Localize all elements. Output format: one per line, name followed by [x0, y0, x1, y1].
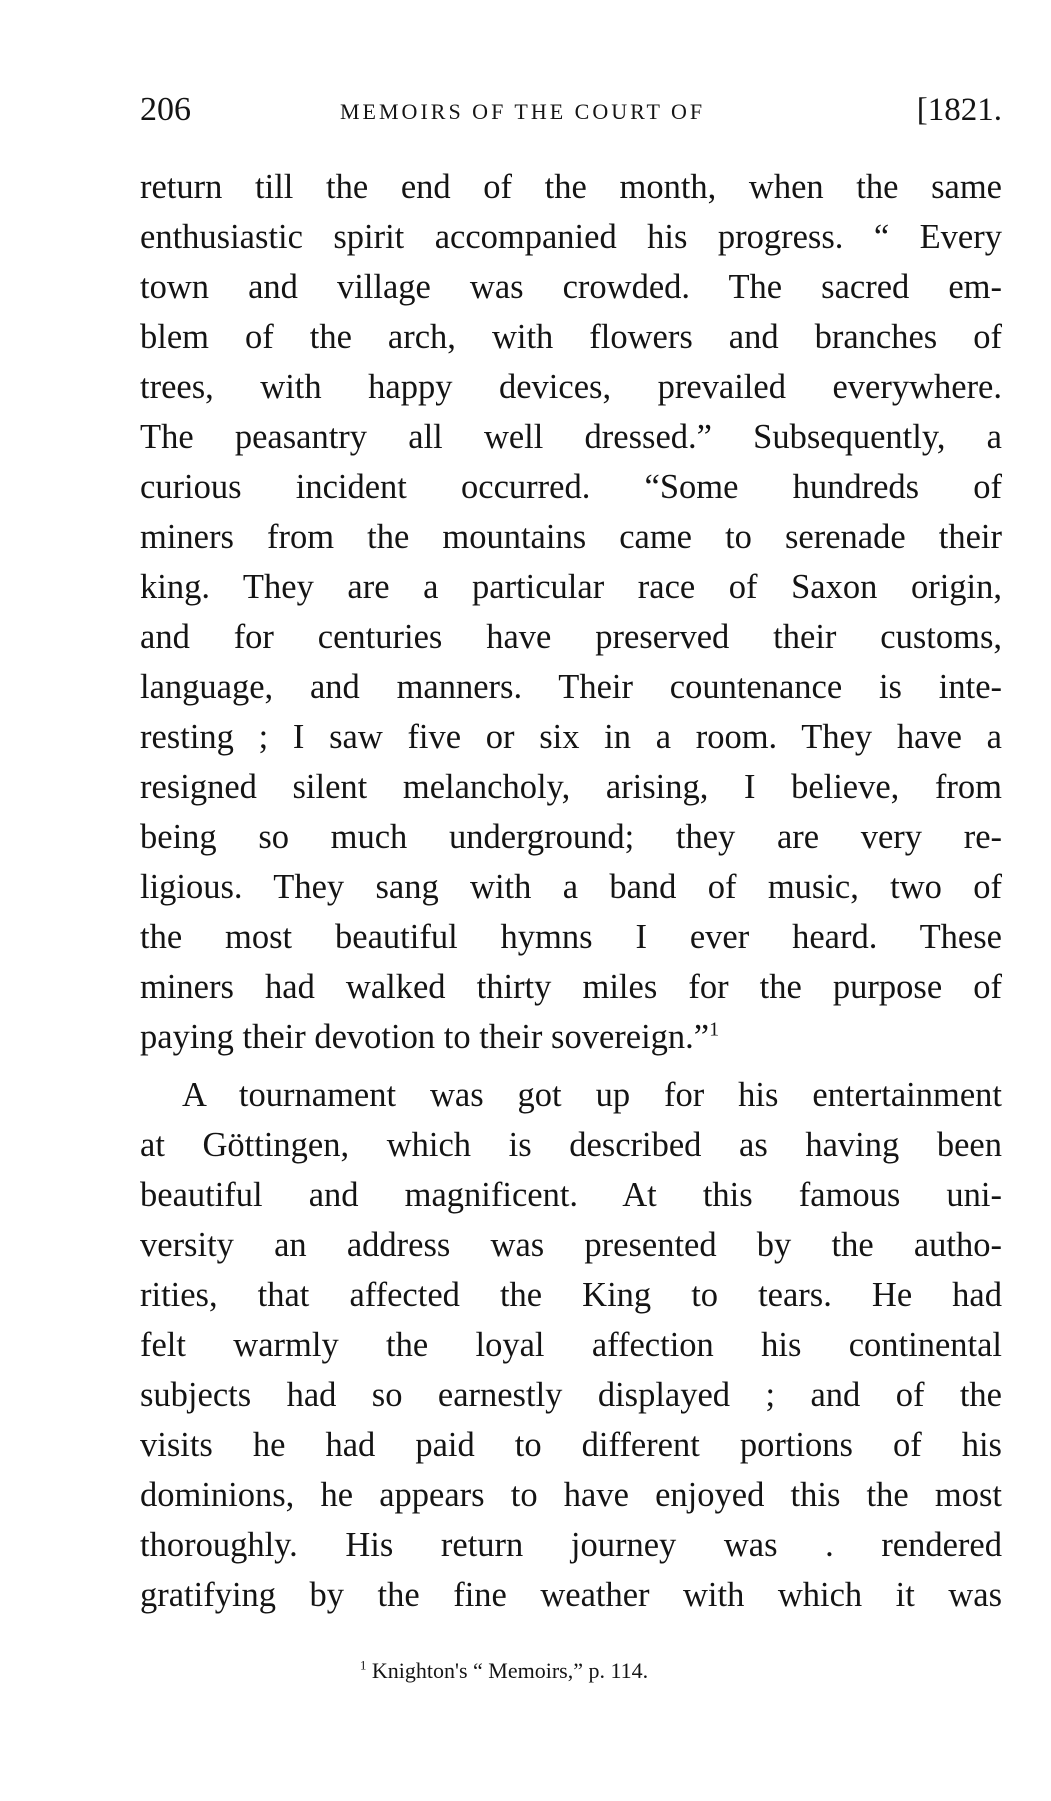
text-line: thoroughly. His return journey was . rendered [140, 1526, 1002, 1564]
text-line: subjects had so earnestly displayed ; and of the [140, 1376, 1002, 1414]
text-line: rities, that affected the King to tears. He had [140, 1276, 1002, 1314]
text-line: blem of the arch, with flowers and branches of [140, 318, 1002, 356]
text-line: town and village was crowded. The sacred em- [140, 268, 1002, 306]
text-line: trees, with happy devices, prevailed everywhere. [140, 368, 1002, 406]
running-header [140, 88, 1002, 132]
text-line: king. They are a particular race of Saxon origin, [140, 568, 1002, 606]
text-line: language, and manners. Their countenance is inte- [140, 668, 1002, 706]
footnote-text: Knighton's “ Memoirs,” p. 114. [371, 1658, 649, 1683]
text-line: The peasantry all well dressed.” Subsequently, a [140, 418, 1002, 456]
text-line: being so much underground; they are very re- [140, 818, 1002, 856]
text-line: versity an address was presented by the autho- [140, 1226, 1002, 1264]
text-line: felt warmly the loyal affection his continental [140, 1326, 1002, 1364]
text-line: gratifying by the fine weather with which it was [140, 1576, 1002, 1614]
text-line-content: paying their devotion to their sovereign.” [140, 1018, 710, 1056]
text-line-last [140, 1012, 1002, 1062]
text-line: ligious. They sang with a band of music, two of [140, 868, 1002, 906]
paragraph-gap [140, 1062, 1002, 1070]
text-line: A tournament was got up for his entertainment [182, 1076, 1002, 1114]
text-line: visits he had paid to different portions of his [140, 1426, 1002, 1464]
text-line: resting ; I saw five or six in a room. They have a [140, 718, 1002, 756]
text-line: return till the end of the month, when the same [140, 168, 1002, 206]
header-year: [1821. [916, 92, 1002, 128]
text-line: beautiful and magnificent. At this famous uni- [140, 1176, 1002, 1214]
footnote-mark: 1 [360, 1658, 367, 1673]
footnote [360, 1656, 648, 1686]
text-line: resigned silent melancholy, arising, I believe, from [140, 768, 1002, 806]
text-line: enthusiastic spirit accompanied his progress. “ Every [140, 218, 1002, 256]
text-line: the most beautiful hymns I ever heard. These [140, 918, 1002, 956]
paragraph-2 [140, 1070, 1002, 1620]
paragraph-1 [140, 162, 1002, 1062]
text-line: miners from the mountains came to serenade their [140, 518, 1002, 556]
running-title: MEMOIRS OF THE COURT OF [340, 99, 706, 124]
text-line: dominions, he appears to have enjoyed this the most [140, 1476, 1002, 1514]
body-text [140, 162, 1002, 1620]
text-line: and for centuries have preserved their customs, [140, 618, 1002, 656]
text-line: at Göttingen, which is described as having been [140, 1126, 1002, 1164]
text-line: curious incident occurred. “Some hundreds of [140, 468, 1002, 506]
footnote-reference: 1 [709, 1018, 720, 1041]
page-number: 206 [140, 91, 191, 128]
text-line: miners had walked thirty miles for the purpose of [140, 968, 1002, 1006]
